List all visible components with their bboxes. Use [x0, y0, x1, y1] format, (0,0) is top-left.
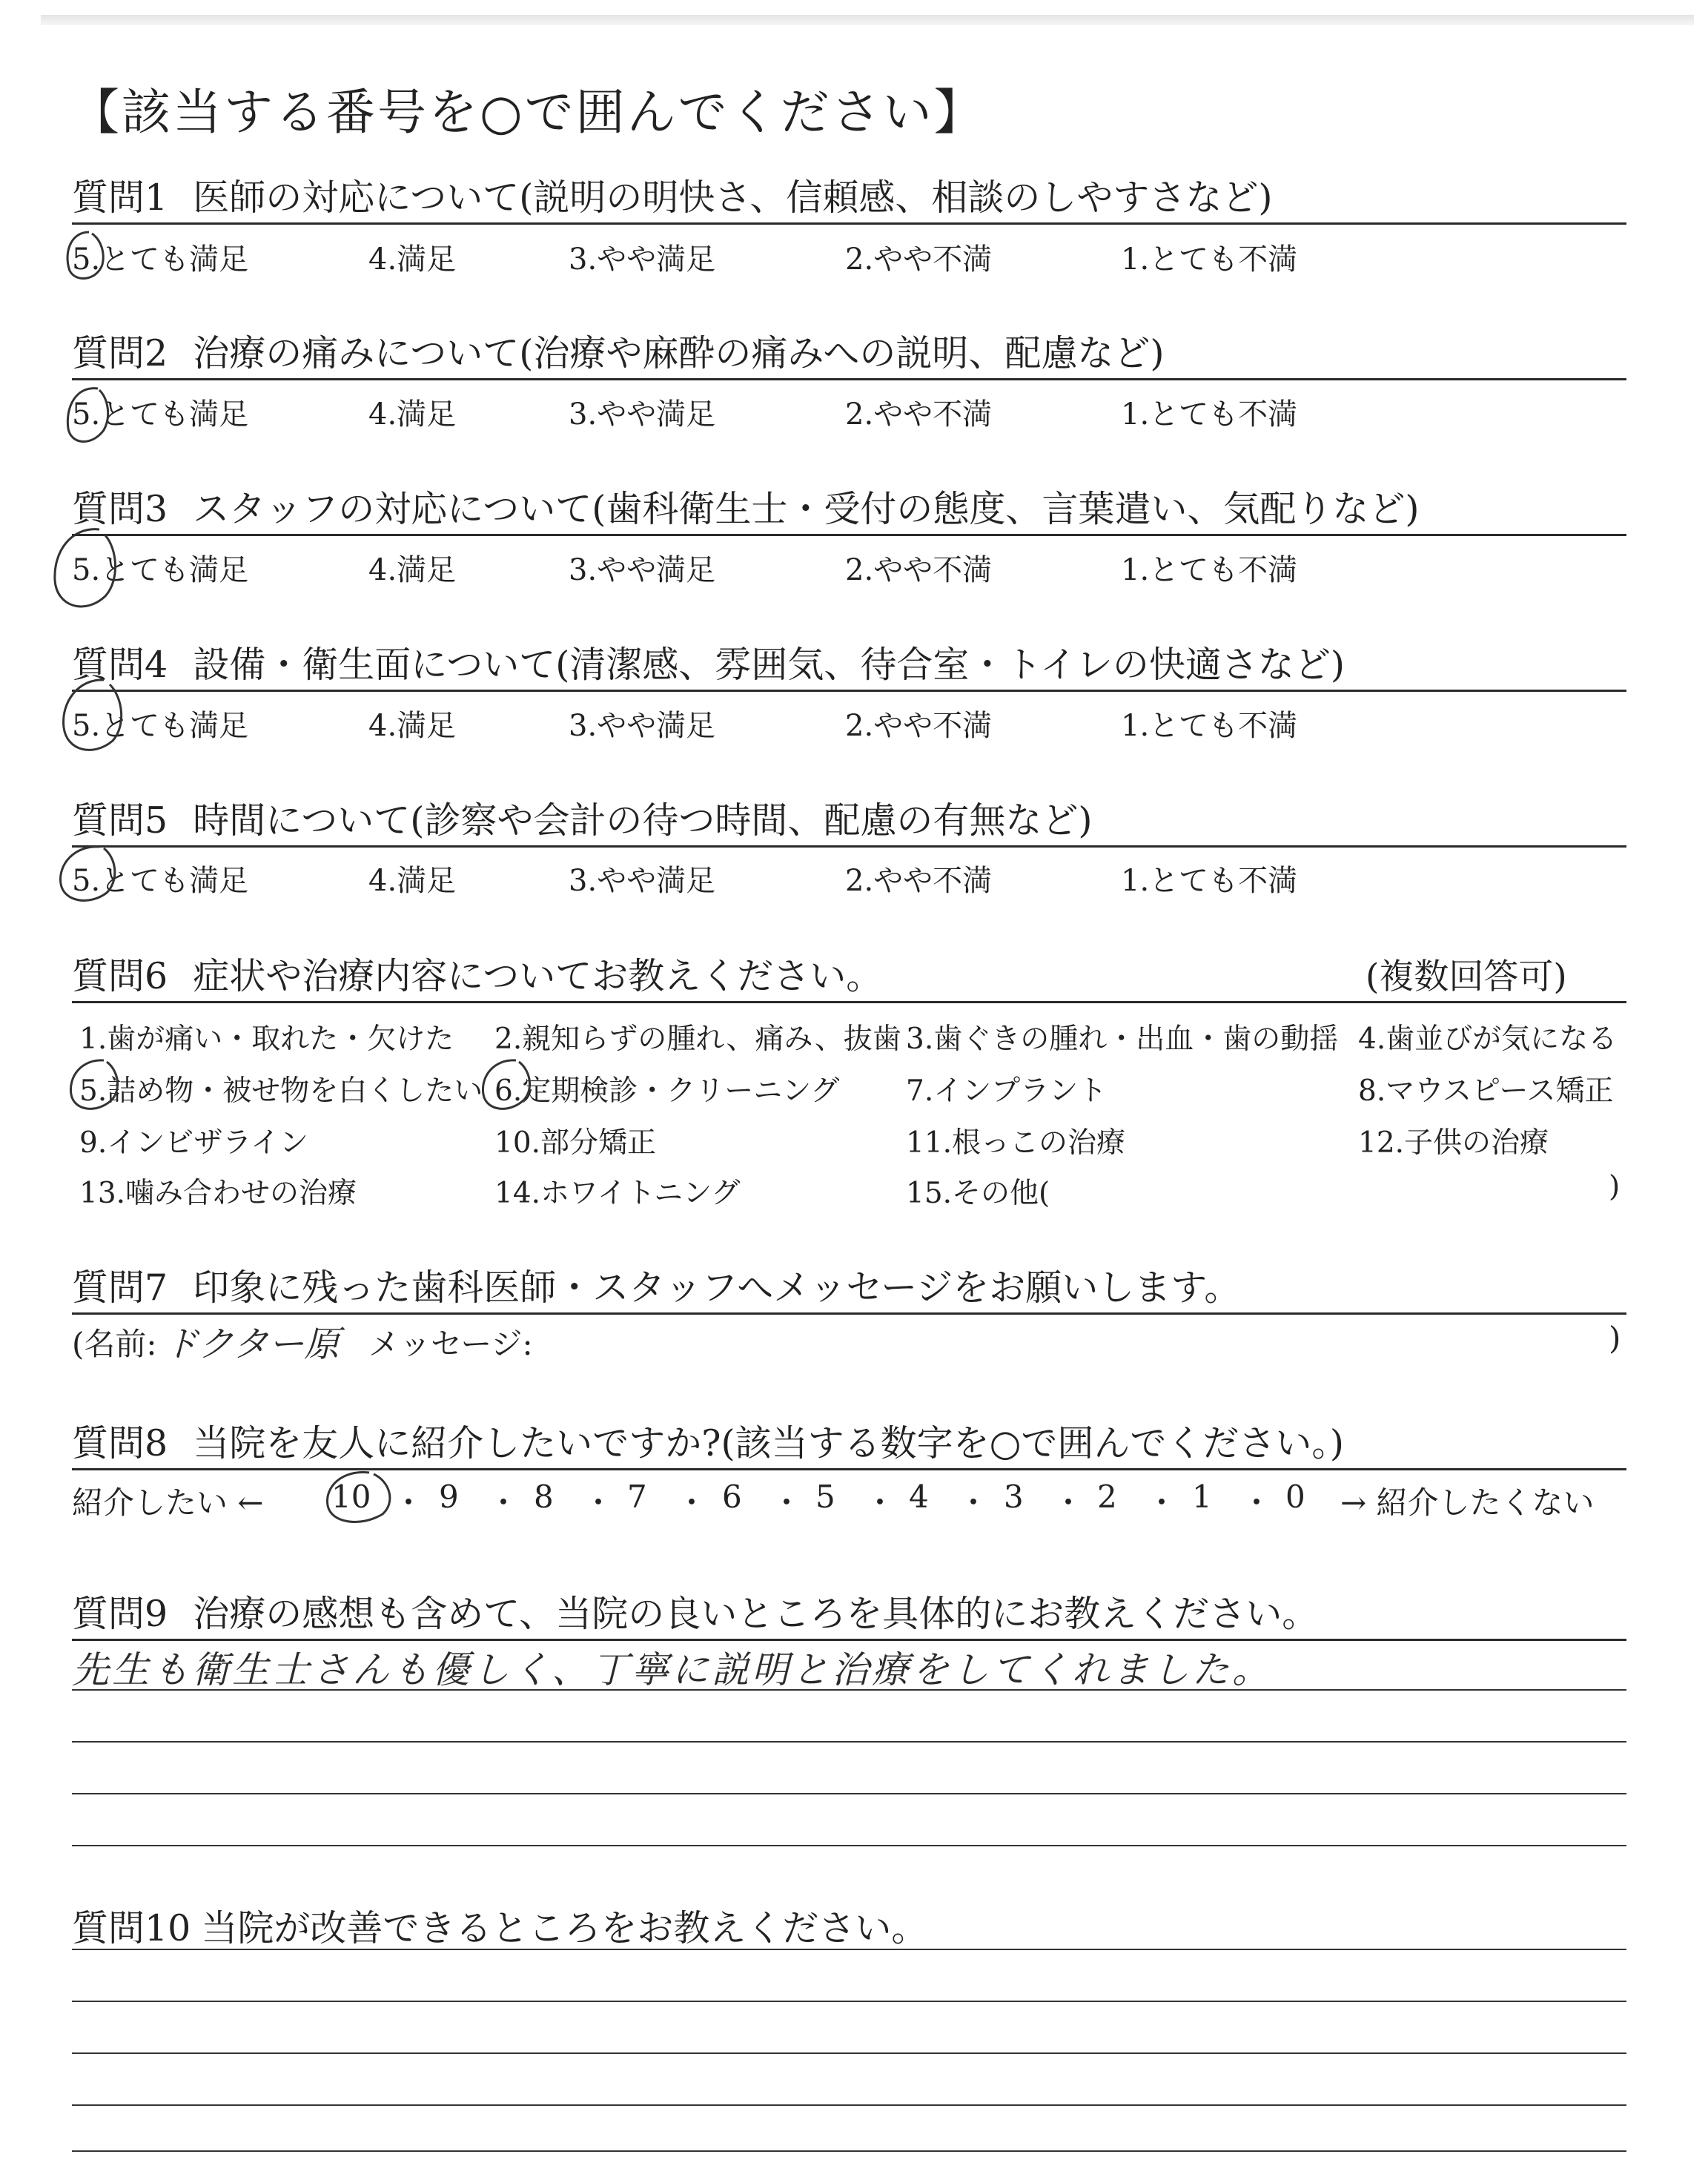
- q9-answer-line-2: [72, 1741, 1626, 1743]
- q6-item-9[interactable]: 9.インビザライン: [79, 1126, 309, 1160]
- q8-scale-6[interactable]: 6: [722, 1479, 742, 1515]
- q6-item-4[interactable]: 4.歯並びが気になる: [1358, 1023, 1618, 1056]
- q9-answer-line-4: [72, 1845, 1626, 1846]
- question-9-text: 治療の感想も含めて、当院の良いところを具体的にお教えください。: [193, 1593, 1319, 1635]
- q5-option-3[interactable]: 3.やや満足: [569, 864, 716, 898]
- q8-sep-1: ・: [393, 1484, 425, 1521]
- question-5-number: 質問5: [72, 799, 168, 842]
- q8-scale-0[interactable]: 0: [1285, 1479, 1305, 1515]
- q3-option-3[interactable]: 3.やや満足: [569, 553, 716, 587]
- question-5-text: 時間について(診察や会計の待つ時間、配慮の有無など): [193, 799, 1093, 842]
- q2-option-1[interactable]: 1.とても不満: [1121, 397, 1298, 432]
- question-2-title: [72, 325, 1164, 377]
- question-5-rule: [72, 845, 1626, 848]
- q8-sep-10: ・: [1241, 1484, 1273, 1521]
- q3-option-5[interactable]: 5.とても満足: [72, 553, 249, 587]
- q8-scale-4[interactable]: 4: [909, 1479, 929, 1515]
- q4-option-5[interactable]: 5.とても満足: [72, 709, 249, 743]
- q8-scale-3[interactable]: 3: [1004, 1479, 1024, 1515]
- question-6-text: 症状や治療内容についてお教えください。: [193, 955, 883, 997]
- question-1-title: [72, 169, 1272, 221]
- question-5-title: [72, 792, 1092, 844]
- q10-answer-line-5: [72, 2150, 1626, 2152]
- question-3-number: 質問3: [72, 488, 168, 530]
- q8-scale-1[interactable]: 1: [1192, 1479, 1212, 1515]
- q1-option-4[interactable]: 4.満足: [368, 242, 457, 277]
- q4-option-3[interactable]: 3.やや満足: [569, 709, 716, 743]
- q2-option-5[interactable]: 5.とても満足: [72, 397, 249, 432]
- q3-option-1[interactable]: 1.とても不満: [1121, 553, 1298, 587]
- question-4-number: 質問4: [72, 644, 168, 686]
- q8-scale-10[interactable]: 10: [331, 1479, 371, 1515]
- q8-sep-8: ・: [1053, 1484, 1085, 1521]
- q9-answer[interactable]: 先生も衛生士さんも優しく、丁寧に説明と治療をしてくれました。: [72, 1648, 1272, 1691]
- question-2-text: 治療の痛みについて(治療や麻酔の痛みへの説明、配慮など): [193, 332, 1165, 374]
- q6-item-6[interactable]: 6.定期検診・クリーニング: [494, 1074, 840, 1108]
- question-1-number: 質問1: [72, 176, 168, 219]
- q8-scale-8[interactable]: 8: [534, 1479, 554, 1515]
- q9-answer-line-3: [72, 1793, 1626, 1794]
- question-8-number: 質問8: [72, 1422, 168, 1464]
- question-4-title: [72, 636, 1345, 688]
- q5-option-4[interactable]: 4.満足: [368, 864, 457, 898]
- question-3-rule: [72, 534, 1626, 536]
- question-9-title: [72, 1585, 1318, 1637]
- question-6-multiple-note: (複数回答可): [1366, 957, 1567, 997]
- question-4-text: 設備・衛生面について(清潔感、雰囲気、待合室・トイレの快適さなど): [193, 644, 1345, 686]
- q8-sep-5: ・: [771, 1484, 803, 1521]
- q9-answer-line-1: [72, 1689, 1626, 1691]
- question-1-text: 医師の対応について(説明の明快さ、信頼感、相談のしやすさなど): [193, 176, 1273, 219]
- question-2-rule: [72, 378, 1626, 380]
- q8-sep-7: ・: [958, 1484, 990, 1521]
- q7-name-value[interactable]: ドクター原: [163, 1324, 340, 1365]
- q1-option-5[interactable]: 5.とても満足: [72, 242, 249, 277]
- q7-message-label: メッセージ:: [368, 1326, 533, 1362]
- q8-sep-3: ・: [583, 1484, 615, 1521]
- question-8-title: [72, 1415, 1344, 1467]
- q6-item-7[interactable]: 7.インプラント: [906, 1074, 1108, 1108]
- question-10-text: 当院が改善できるところをお教えください。: [201, 1907, 928, 1949]
- question-9-number: 質問9: [72, 1593, 168, 1635]
- page-title: 【該当する番号を○で囲んでください】: [70, 84, 985, 141]
- q2-option-4[interactable]: 4.満足: [368, 397, 457, 432]
- q4-option-4[interactable]: 4.満足: [368, 709, 457, 743]
- q1-option-2[interactable]: 2.やや不満: [845, 242, 993, 277]
- question-7-rule: [72, 1312, 1626, 1315]
- q6-item-14[interactable]: 14.ホワイトニング: [494, 1177, 741, 1210]
- q6-item-15[interactable]: 15.その他(: [906, 1177, 1050, 1210]
- question-8-rule: [72, 1468, 1626, 1470]
- q1-option-1[interactable]: 1.とても不満: [1121, 242, 1298, 277]
- q8-scale-9[interactable]: 9: [439, 1479, 459, 1515]
- q10-answer-line-4: [72, 2104, 1626, 2106]
- q1-option-3[interactable]: 3.やや満足: [569, 242, 716, 277]
- q6-item-10[interactable]: 10.部分矯正: [494, 1126, 657, 1160]
- question-4-rule: [72, 690, 1626, 692]
- q7-name-label: (名前:: [72, 1326, 157, 1362]
- q6-item-11[interactable]: 11.根っこの治療: [906, 1126, 1126, 1160]
- q6-item-12[interactable]: 12.子供の治療: [1358, 1126, 1549, 1160]
- q8-left-label: 紹介したい ←: [72, 1484, 264, 1521]
- q8-sep-2: ・: [488, 1484, 520, 1521]
- q2-option-2[interactable]: 2.やや不満: [845, 397, 993, 432]
- question-7-title: [72, 1259, 1240, 1311]
- q4-option-1[interactable]: 1.とても不満: [1121, 709, 1298, 743]
- scan-top-edge: [41, 15, 1694, 25]
- q7-close-paren: ): [1609, 1320, 1621, 1356]
- question-2-number: 質問2: [72, 332, 168, 374]
- q8-right-label: → 紹介したくない: [1340, 1484, 1595, 1521]
- q6-item-1[interactable]: 1.歯が痛い・取れた・欠けた: [79, 1023, 454, 1056]
- q6-item-5[interactable]: 5.詰め物・被せ物を白くしたい: [79, 1074, 483, 1108]
- q10-answer-line-3: [72, 2052, 1626, 2054]
- question-3-title: [72, 480, 1419, 532]
- question-3-text: スタッフの対応について(歯科衛生士・受付の態度、言葉遣い、気配りなど): [193, 488, 1420, 530]
- q8-scale-5[interactable]: 5: [815, 1479, 835, 1515]
- q2-option-3[interactable]: 3.やや満足: [569, 397, 716, 432]
- q10-answer-line-2: [72, 2001, 1626, 2002]
- q8-sep-6: ・: [864, 1484, 896, 1521]
- q8-sep-9: ・: [1146, 1484, 1178, 1521]
- q6-other-close-paren: ): [1609, 1170, 1621, 1203]
- question-7-number: 質問7: [72, 1266, 168, 1309]
- q8-sep-4: ・: [676, 1484, 708, 1521]
- q10-answer-line-1: [72, 1949, 1626, 1950]
- question-10-title: [72, 1900, 927, 1952]
- q3-option-2[interactable]: 2.やや不満: [845, 553, 993, 587]
- q6-item-13[interactable]: 13.噛み合わせの治療: [79, 1177, 357, 1210]
- q5-option-5[interactable]: 5.とても満足: [72, 864, 249, 898]
- question-6-title: [72, 948, 882, 1000]
- question-8-text: 当院を友人に紹介したいですか?(該当する数字を○で囲んでください。): [193, 1422, 1344, 1464]
- q8-scale-7[interactable]: 7: [627, 1479, 647, 1515]
- question-6-number: 質問6: [72, 955, 168, 997]
- q3-option-4[interactable]: 4.満足: [368, 553, 457, 587]
- question-10-number: 質問10: [72, 1907, 191, 1949]
- q8-scale-2[interactable]: 2: [1097, 1479, 1117, 1515]
- q4-option-2[interactable]: 2.やや不満: [845, 709, 993, 743]
- q5-option-2[interactable]: 2.やや不満: [845, 864, 993, 898]
- q6-item-3[interactable]: 3.歯ぐきの腫れ・出血・歯の動揺: [906, 1023, 1339, 1056]
- question-7-text: 印象に残った歯科医師・スタッフへメッセージをお願いします。: [193, 1266, 1241, 1309]
- question-1-rule: [72, 222, 1626, 225]
- q6-item-8[interactable]: 8.マウスピース矯正: [1358, 1074, 1614, 1108]
- question-6-rule: [72, 1001, 1626, 1003]
- q6-item-2[interactable]: 2.親知らずの腫れ、痛み、抜歯: [494, 1023, 901, 1056]
- q5-option-1[interactable]: 1.とても不満: [1121, 864, 1298, 898]
